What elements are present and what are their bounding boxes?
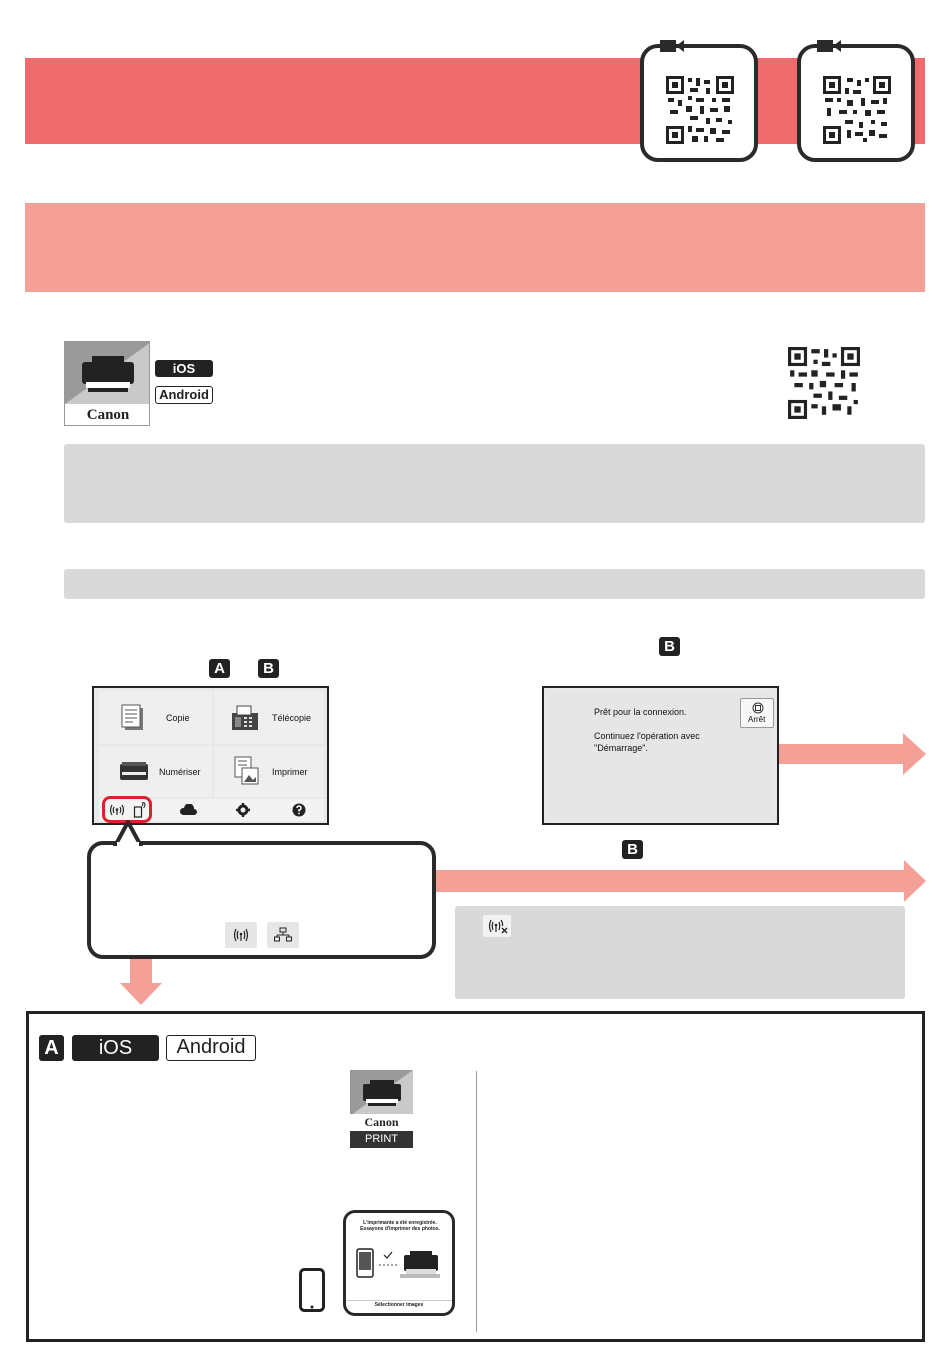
stop-button-label: Arrêt: [748, 715, 766, 724]
menu-scan-label: Numériser: [159, 767, 201, 777]
header-banner: [25, 58, 925, 144]
menu-print-label: Imprimer: [272, 767, 308, 777]
menu-scan[interactable]: [99, 746, 212, 797]
wireless-off-note: [455, 906, 905, 999]
note-bar: [64, 569, 925, 599]
settings-gear-icon[interactable]: [236, 803, 250, 817]
column-divider: [476, 1071, 477, 1332]
cloud-icon[interactable]: [179, 804, 197, 816]
video-qr-frame-1[interactable]: [640, 44, 758, 162]
video-camera-icon: [660, 39, 684, 53]
app-screen-callout: [343, 1210, 455, 1316]
stop-icon: [752, 702, 764, 714]
wireless-off-icon-box: [483, 915, 511, 937]
lcd-connection-screen: [542, 686, 779, 825]
menu-print[interactable]: [214, 746, 324, 797]
next-step-arrow: [779, 733, 926, 775]
print-photo-icon: [232, 756, 260, 786]
callout-pointer: [113, 820, 143, 846]
app-qr-code-icon[interactable]: [788, 347, 860, 419]
printer-icon: [65, 342, 150, 404]
long-arrow: [432, 860, 926, 902]
lcd-message-line1: Prêt pour la connexion.: [594, 707, 687, 717]
select-images-button[interactable]: Sélectionner images: [374, 1302, 424, 1308]
scan-icon: [119, 760, 149, 784]
callout-bubble: [87, 841, 436, 959]
screen-divider: [346, 1300, 452, 1301]
menu-fax-label: Télécopie: [272, 713, 312, 723]
copy-icon: [121, 704, 147, 732]
qr-code-icon: [666, 76, 734, 144]
canon-print-app-icon[interactable]: [350, 1070, 413, 1148]
label-a: A: [209, 659, 230, 678]
note-box: [64, 444, 925, 523]
section-banner: [25, 203, 925, 292]
help-icon[interactable]: [292, 803, 306, 817]
wireless-off-icon: [488, 919, 508, 934]
video-camera-icon: [817, 39, 841, 53]
lcd-display: [549, 691, 774, 820]
printer-home-screen: [92, 686, 329, 825]
video-qr-frame-2[interactable]: [797, 44, 915, 162]
wireless-icon: [233, 928, 249, 942]
down-arrow: [120, 957, 162, 1005]
qr-code-icon: [823, 76, 891, 144]
smartphone-icon: [299, 1268, 325, 1312]
fax-icon: [231, 705, 259, 731]
canon-print-app-icon[interactable]: [64, 341, 150, 426]
label-b: B: [622, 840, 643, 859]
wired-lan-icon: [274, 927, 292, 943]
menu-copy[interactable]: [99, 691, 212, 744]
lcd-message-line3: "Démarrage".: [594, 743, 648, 753]
wireless-icon-box: [225, 922, 257, 948]
stop-button[interactable]: [740, 698, 774, 728]
registered-message: L'imprimante a été enregistrée. Essayons d'imprimer des photos.: [360, 1220, 440, 1232]
canon-logo-text: Canon: [86, 407, 130, 423]
label-b: B: [659, 637, 680, 656]
wired-lan-icon-box: [267, 922, 299, 948]
wireless-highlight: [102, 796, 152, 823]
menu-copy-label: Copie: [166, 713, 190, 723]
menu-fax[interactable]: [214, 691, 324, 744]
print-label: PRINT: [365, 1133, 398, 1145]
section-a-panel: [26, 1011, 925, 1342]
ios-badge: iOS: [72, 1035, 159, 1061]
phone-to-printer-illustration: [356, 1247, 444, 1283]
label-b: B: [258, 659, 279, 678]
canon-logo-text: Canon: [364, 1115, 399, 1129]
android-badge: Android: [166, 1035, 256, 1061]
label-a: A: [39, 1035, 64, 1061]
android-badge: Android: [155, 386, 213, 404]
ios-badge: iOS: [155, 360, 213, 377]
lcd-message-line2: Continuez l'opération avec: [594, 731, 700, 741]
